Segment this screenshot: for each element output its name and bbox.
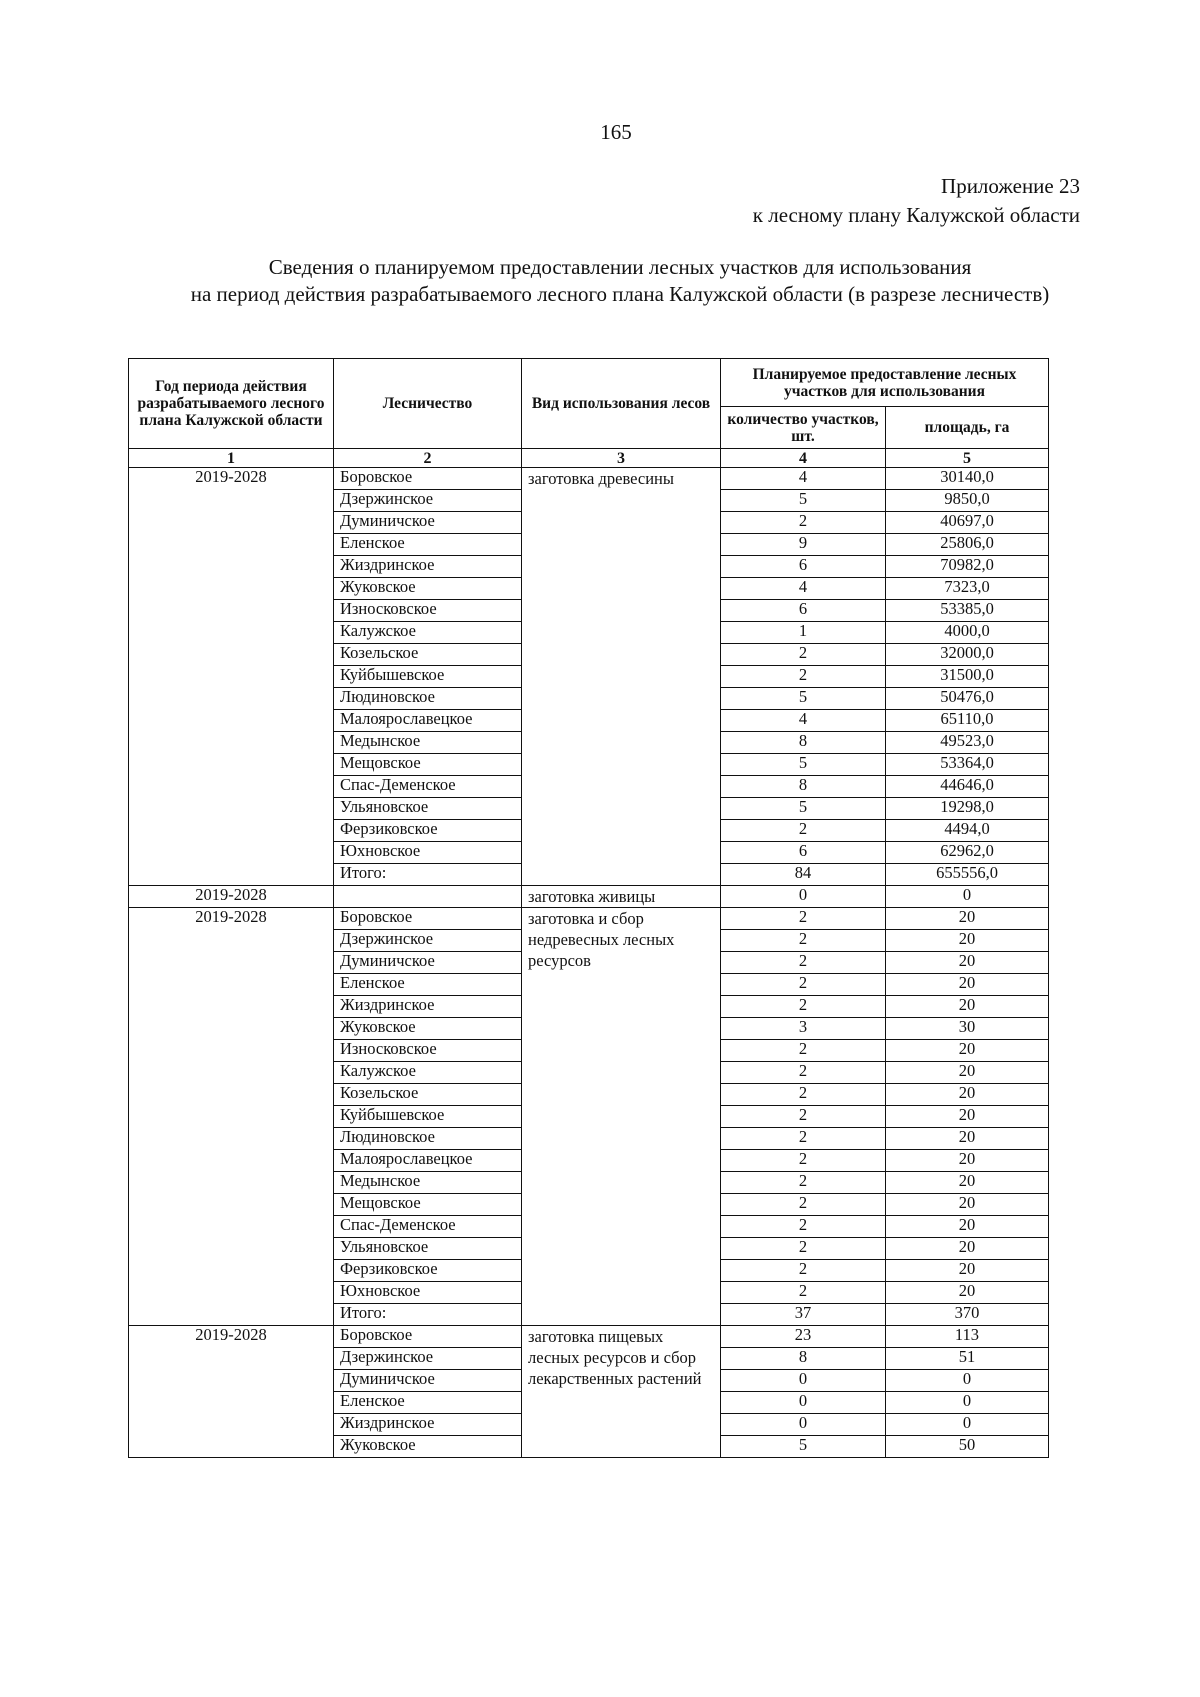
count-cell: 37: [721, 1304, 886, 1326]
area-cell: 20: [886, 1282, 1049, 1304]
count-cell: 2: [721, 1238, 886, 1260]
district-cell: Ферзиковское: [334, 1260, 522, 1282]
count-cell: 2: [721, 1084, 886, 1106]
district-cell: Куйбышевское: [334, 1106, 522, 1128]
table-row: [129, 886, 1049, 908]
count-cell: 5: [721, 490, 886, 512]
area-cell: 655556,0: [886, 864, 1049, 886]
count-cell: 2: [721, 1106, 886, 1128]
district-cell: Малоярославецкое: [334, 710, 522, 732]
count-cell: 2: [721, 666, 886, 688]
count-cell: 5: [721, 754, 886, 776]
column-number: 2: [334, 449, 522, 468]
column-number: 3: [522, 449, 721, 468]
district-cell: Ульяновское: [334, 798, 522, 820]
count-cell: 0: [721, 886, 886, 908]
area-cell: 51: [886, 1348, 1049, 1370]
area-cell: 0: [886, 1370, 1049, 1392]
district-cell: Калужское: [334, 622, 522, 644]
area-cell: 4000,0: [886, 622, 1049, 644]
area-cell: 20: [886, 1238, 1049, 1260]
table-row: [129, 1326, 1049, 1348]
area-cell: 44646,0: [886, 776, 1049, 798]
district-cell: Дзержинское: [334, 490, 522, 512]
count-cell: 4: [721, 710, 886, 732]
district-cell: Еленское: [334, 1392, 522, 1414]
district-cell: Дзержинское: [334, 1348, 522, 1370]
district-cell: Жиздринское: [334, 1414, 522, 1436]
district-cell: Людиновское: [334, 688, 522, 710]
district-cell: Медынское: [334, 732, 522, 754]
district-cell: Спас-Деменское: [334, 1216, 522, 1238]
period-cell: 2019-2028: [129, 908, 334, 1326]
area-cell: 30: [886, 1018, 1049, 1040]
district-cell: [334, 886, 522, 908]
district-cell: Калужское: [334, 1062, 522, 1084]
column-number: 4: [721, 449, 886, 468]
column-number: 5: [886, 449, 1049, 468]
usage-cell: заготовка древесины: [522, 468, 721, 886]
header-planned: Планируемое предоставление лесных участков для использования: [721, 359, 1049, 407]
area-cell: 113: [886, 1326, 1049, 1348]
header-usage: Вид использования лесов: [522, 359, 721, 449]
count-cell: 2: [721, 996, 886, 1018]
count-cell: 2: [721, 644, 886, 666]
district-cell: Боровское: [334, 908, 522, 930]
page-number: 165: [600, 120, 632, 144]
area-cell: 20: [886, 1040, 1049, 1062]
count-cell: 5: [721, 798, 886, 820]
area-cell: 7323,0: [886, 578, 1049, 600]
area-cell: 62962,0: [886, 842, 1049, 864]
area-cell: 20: [886, 908, 1049, 930]
district-cell: Еленское: [334, 974, 522, 996]
count-cell: 2: [721, 1128, 886, 1150]
area-cell: 20: [886, 1172, 1049, 1194]
count-cell: 2: [721, 908, 886, 930]
district-cell: Жиздринское: [334, 556, 522, 578]
district-cell: Дзержинское: [334, 930, 522, 952]
count-cell: 2: [721, 512, 886, 534]
count-cell: 0: [721, 1414, 886, 1436]
header-count: количество участков, шт.: [721, 407, 886, 449]
count-cell: 5: [721, 1436, 886, 1458]
district-cell: Боровское: [334, 1326, 522, 1348]
appendix-line-1: Приложение 23: [941, 174, 1080, 198]
area-cell: 20: [886, 952, 1049, 974]
area-cell: 65110,0: [886, 710, 1049, 732]
count-cell: 2: [721, 1260, 886, 1282]
area-cell: 0: [886, 1414, 1049, 1436]
district-cell: Спас-Деменское: [334, 776, 522, 798]
count-cell: 6: [721, 556, 886, 578]
area-cell: 20: [886, 1260, 1049, 1282]
district-cell: Козельское: [334, 644, 522, 666]
area-cell: 0: [886, 1392, 1049, 1414]
count-cell: 84: [721, 864, 886, 886]
count-cell: 0: [721, 1370, 886, 1392]
count-cell: 1: [721, 622, 886, 644]
count-cell: 6: [721, 842, 886, 864]
count-cell: 2: [721, 1150, 886, 1172]
count-cell: 2: [721, 1216, 886, 1238]
count-cell: 4: [721, 578, 886, 600]
district-cell: Думиничское: [334, 952, 522, 974]
district-cell: Людиновское: [334, 1128, 522, 1150]
period-cell: 2019-2028: [129, 468, 334, 886]
area-cell: 20: [886, 930, 1049, 952]
table-body: [129, 468, 1049, 1458]
area-cell: 9850,0: [886, 490, 1049, 512]
appendix-line-2: к лесному плану Калужской области: [752, 203, 1080, 227]
period-cell: 2019-2028: [129, 886, 334, 908]
district-cell: Юхновское: [334, 1282, 522, 1304]
document-title: [110, 254, 1130, 308]
district-cell: Ферзиковское: [334, 820, 522, 842]
area-cell: 4494,0: [886, 820, 1049, 842]
district-cell: Износковское: [334, 600, 522, 622]
area-cell: 70982,0: [886, 556, 1049, 578]
usage-cell: заготовка и сбор недревесных лесных ресурсов: [522, 908, 721, 1326]
area-cell: 31500,0: [886, 666, 1049, 688]
count-cell: 2: [721, 820, 886, 842]
period-cell: 2019-2028: [129, 1326, 334, 1458]
district-cell: Думиничское: [334, 512, 522, 534]
area-cell: 53385,0: [886, 600, 1049, 622]
district-cell: Жиздринское: [334, 996, 522, 1018]
title-line-2: на период действия разрабатываемого лесного плана Калужской области (в разрезе лесничеств): [190, 282, 1050, 306]
area-cell: 20: [886, 996, 1049, 1018]
area-cell: 370: [886, 1304, 1049, 1326]
count-cell: 9: [721, 534, 886, 556]
district-cell: Юхновское: [334, 842, 522, 864]
district-cell: Итого:: [334, 1304, 522, 1326]
appendix-reference: [753, 172, 1080, 230]
area-cell: 20: [886, 974, 1049, 996]
district-cell: Боровское: [334, 468, 522, 490]
title-line-1: Сведения о планируемом предоставлении лесных участков для использования: [268, 255, 972, 279]
count-cell: 2: [721, 952, 886, 974]
district-cell: Думиничское: [334, 1370, 522, 1392]
header-area: площадь, га: [886, 407, 1049, 449]
district-cell: Мещовское: [334, 1194, 522, 1216]
count-cell: 4: [721, 468, 886, 490]
district-cell: Куйбышевское: [334, 666, 522, 688]
area-cell: 19298,0: [886, 798, 1049, 820]
area-cell: 53364,0: [886, 754, 1049, 776]
area-cell: 20: [886, 1150, 1049, 1172]
district-cell: Козельское: [334, 1084, 522, 1106]
count-cell: 6: [721, 600, 886, 622]
area-cell: 32000,0: [886, 644, 1049, 666]
count-cell: 8: [721, 776, 886, 798]
count-cell: 0: [721, 1392, 886, 1414]
header-district: Лесничество: [334, 359, 522, 449]
table-row: [129, 468, 1049, 490]
area-cell: 25806,0: [886, 534, 1049, 556]
count-cell: 23: [721, 1326, 886, 1348]
district-cell: Малоярославецкое: [334, 1150, 522, 1172]
count-cell: 2: [721, 974, 886, 996]
header-period: Год периода действия разрабатываемого лесного плана Калужской области: [129, 359, 334, 449]
district-cell: Износковское: [334, 1040, 522, 1062]
area-cell: 30140,0: [886, 468, 1049, 490]
usage-cell: заготовка живицы: [522, 886, 721, 908]
area-cell: 20: [886, 1194, 1049, 1216]
area-cell: 20: [886, 1128, 1049, 1150]
area-cell: 50: [886, 1436, 1049, 1458]
area-cell: 20: [886, 1084, 1049, 1106]
allocation-table: [128, 358, 1049, 1458]
count-cell: 2: [721, 1062, 886, 1084]
count-cell: 2: [721, 1194, 886, 1216]
district-cell: Еленское: [334, 534, 522, 556]
district-cell: Медынское: [334, 1172, 522, 1194]
district-cell: Ульяновское: [334, 1238, 522, 1260]
district-cell: Мещовское: [334, 754, 522, 776]
district-cell: Жуковское: [334, 1436, 522, 1458]
district-cell: Итого:: [334, 864, 522, 886]
area-cell: 0: [886, 886, 1049, 908]
count-cell: 2: [721, 1040, 886, 1062]
district-cell: Жуковское: [334, 578, 522, 600]
area-cell: 20: [886, 1106, 1049, 1128]
table-row: [129, 908, 1049, 930]
area-cell: 50476,0: [886, 688, 1049, 710]
count-cell: 5: [721, 688, 886, 710]
count-cell: 8: [721, 732, 886, 754]
area-cell: 20: [886, 1216, 1049, 1238]
column-numbers-row: [129, 449, 1049, 468]
area-cell: 40697,0: [886, 512, 1049, 534]
area-cell: 20: [886, 1062, 1049, 1084]
column-number: 1: [129, 449, 334, 468]
area-cell: 49523,0: [886, 732, 1049, 754]
usage-cell: заготовка пищевых лесных ресурсов и сбор лекарственных растений: [522, 1326, 721, 1458]
count-cell: 2: [721, 1282, 886, 1304]
count-cell: 3: [721, 1018, 886, 1040]
district-cell: Жуковское: [334, 1018, 522, 1040]
count-cell: 8: [721, 1348, 886, 1370]
count-cell: 2: [721, 1172, 886, 1194]
count-cell: 2: [721, 930, 886, 952]
